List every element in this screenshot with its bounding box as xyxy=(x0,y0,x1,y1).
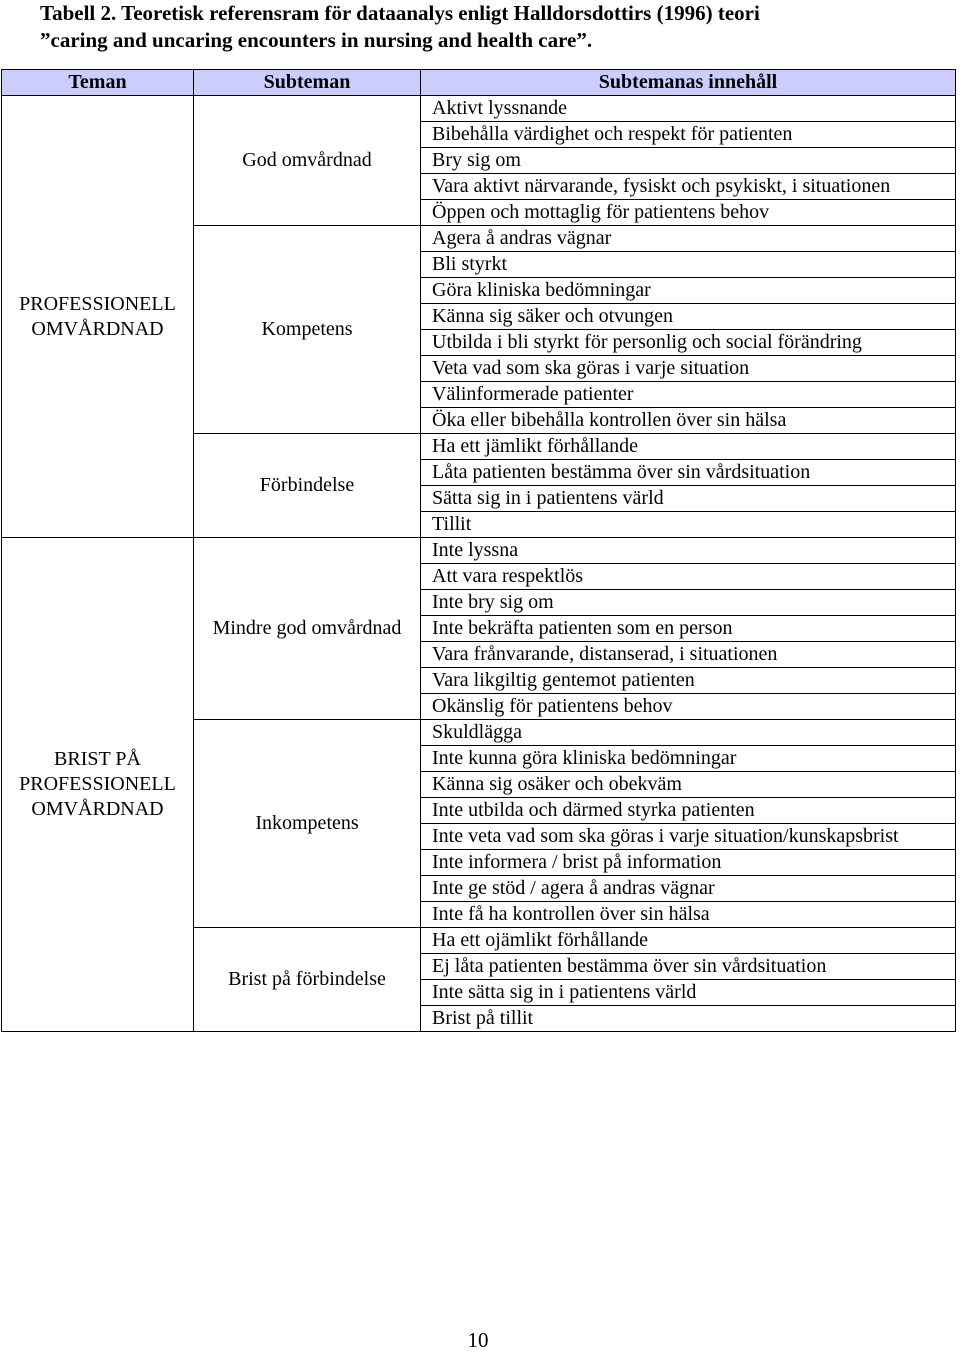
subtheme-cell: Inkompetens xyxy=(194,720,421,928)
subtheme-content-cell: Inte kunna göra kliniska bedömningar xyxy=(421,746,956,772)
header-subtemanas-innehall: Subtemanas innehåll xyxy=(421,70,956,96)
caption-line-2: ”caring and uncaring encounters in nursing and health care”. xyxy=(40,28,593,52)
subtheme-content-cell: Inte veta vad som ska göras i varje situation/kunskapsbrist xyxy=(421,824,956,850)
subtheme-content-cell: Inte bry sig om xyxy=(421,590,956,616)
subtheme-content-cell: Vara aktivt närvarande, fysiskt och psykiskt, i situationen xyxy=(421,174,956,200)
table-caption xyxy=(40,0,940,54)
subtheme-content-cell: Inte ge stöd / agera å andras vägnar xyxy=(421,876,956,902)
subtheme-content-cell: Inte sätta sig in i patientens värld xyxy=(421,980,956,1006)
table-row xyxy=(2,96,956,122)
page-number: 10 xyxy=(467,1328,489,1352)
theme-label-line: BRIST PÅ xyxy=(54,748,141,770)
subtheme-content-cell: Aktivt lyssnande xyxy=(421,96,956,122)
header-teman: Teman xyxy=(2,70,194,96)
header-row xyxy=(2,70,956,96)
subtheme-content-cell: Välinformerade patienter xyxy=(421,382,956,408)
subtheme-content-cell: Göra kliniska bedömningar xyxy=(421,278,956,304)
caption-line-1: Tabell 2. Teoretisk referensram för dataanalys enligt Halldorsdottirs (1996) teori xyxy=(40,1,760,25)
subtheme-cell: God omvårdnad xyxy=(194,96,421,226)
subtheme-cell: Förbindelse xyxy=(194,434,421,538)
subtheme-cell: Brist på förbindelse xyxy=(194,928,421,1032)
theme-label-line: PROFESSIONELL xyxy=(19,773,176,795)
subtheme-content-cell: Inte bekräfta patienten som en person xyxy=(421,616,956,642)
subtheme-content-cell: Inte lyssna xyxy=(421,538,956,564)
subtheme-content-cell: Ha ett ojämlikt förhållande xyxy=(421,928,956,954)
subtheme-content-cell: Bibehålla värdighet och respekt för patienten xyxy=(421,122,956,148)
theme-cell xyxy=(2,538,194,1032)
subtheme-cell: Kompetens xyxy=(194,226,421,434)
theme-cell xyxy=(2,96,194,538)
subtheme-content-cell: Tillit xyxy=(421,512,956,538)
subtheme-content-cell: Känna sig säker och otvungen xyxy=(421,304,956,330)
subtheme-content-cell: Bry sig om xyxy=(421,148,956,174)
subtheme-content-cell: Vara frånvarande, distanserad, i situationen xyxy=(421,642,956,668)
subtheme-content-cell: Brist på tillit xyxy=(421,1006,956,1032)
subtheme-content-cell: Skuldlägga xyxy=(421,720,956,746)
theme-label-line: OMVÅRDNAD xyxy=(31,317,164,340)
subtheme-cell: Mindre god omvårdnad xyxy=(194,538,421,720)
subtheme-content-cell: Inte utbilda och därmed styrka patienten xyxy=(421,798,956,824)
subtheme-content-cell: Ha ett jämlikt förhållande xyxy=(421,434,956,460)
subtheme-content-cell: Låta patienten bestämma över sin vårdsituation xyxy=(421,460,956,486)
theme-label-line: OMVÅRDNAD xyxy=(31,798,164,820)
subtheme-content-cell: Veta vad som ska göras i varje situation xyxy=(421,356,956,382)
subtheme-content-cell: Bli styrkt xyxy=(421,252,956,278)
theme-label-line: PROFESSIONELL xyxy=(19,292,176,315)
subtheme-content-cell: Att vara respektlös xyxy=(421,564,956,590)
subtheme-content-cell: Inte informera / brist på information xyxy=(421,850,956,876)
subtheme-content-cell: Inte få ha kontrollen över sin hälsa xyxy=(421,902,956,928)
subtheme-content-cell: Vara likgiltig gentemot patienten xyxy=(421,668,956,694)
reference-table xyxy=(1,69,956,1032)
table-row xyxy=(2,538,956,564)
subtheme-content-cell: Okänslig för patientens behov xyxy=(421,694,956,720)
subtheme-content-cell: Ej låta patienten bestämma över sin vårdsituation xyxy=(421,954,956,980)
subtheme-content-cell: Öka eller bibehålla kontrollen över sin hälsa xyxy=(421,408,956,434)
subtheme-content-cell: Utbilda i bli styrkt för personlig och social förändring xyxy=(421,330,956,356)
subtheme-content-cell: Öppen och mottaglig för patientens behov xyxy=(421,200,956,226)
subtheme-content-cell: Agera å andras vägnar xyxy=(421,226,956,252)
table-body xyxy=(2,96,956,1032)
subtheme-content-cell: Sätta sig in i patientens värld xyxy=(421,486,956,512)
header-subteman: Subteman xyxy=(194,70,421,96)
subtheme-content-cell: Känna sig osäker och obekväm xyxy=(421,772,956,798)
